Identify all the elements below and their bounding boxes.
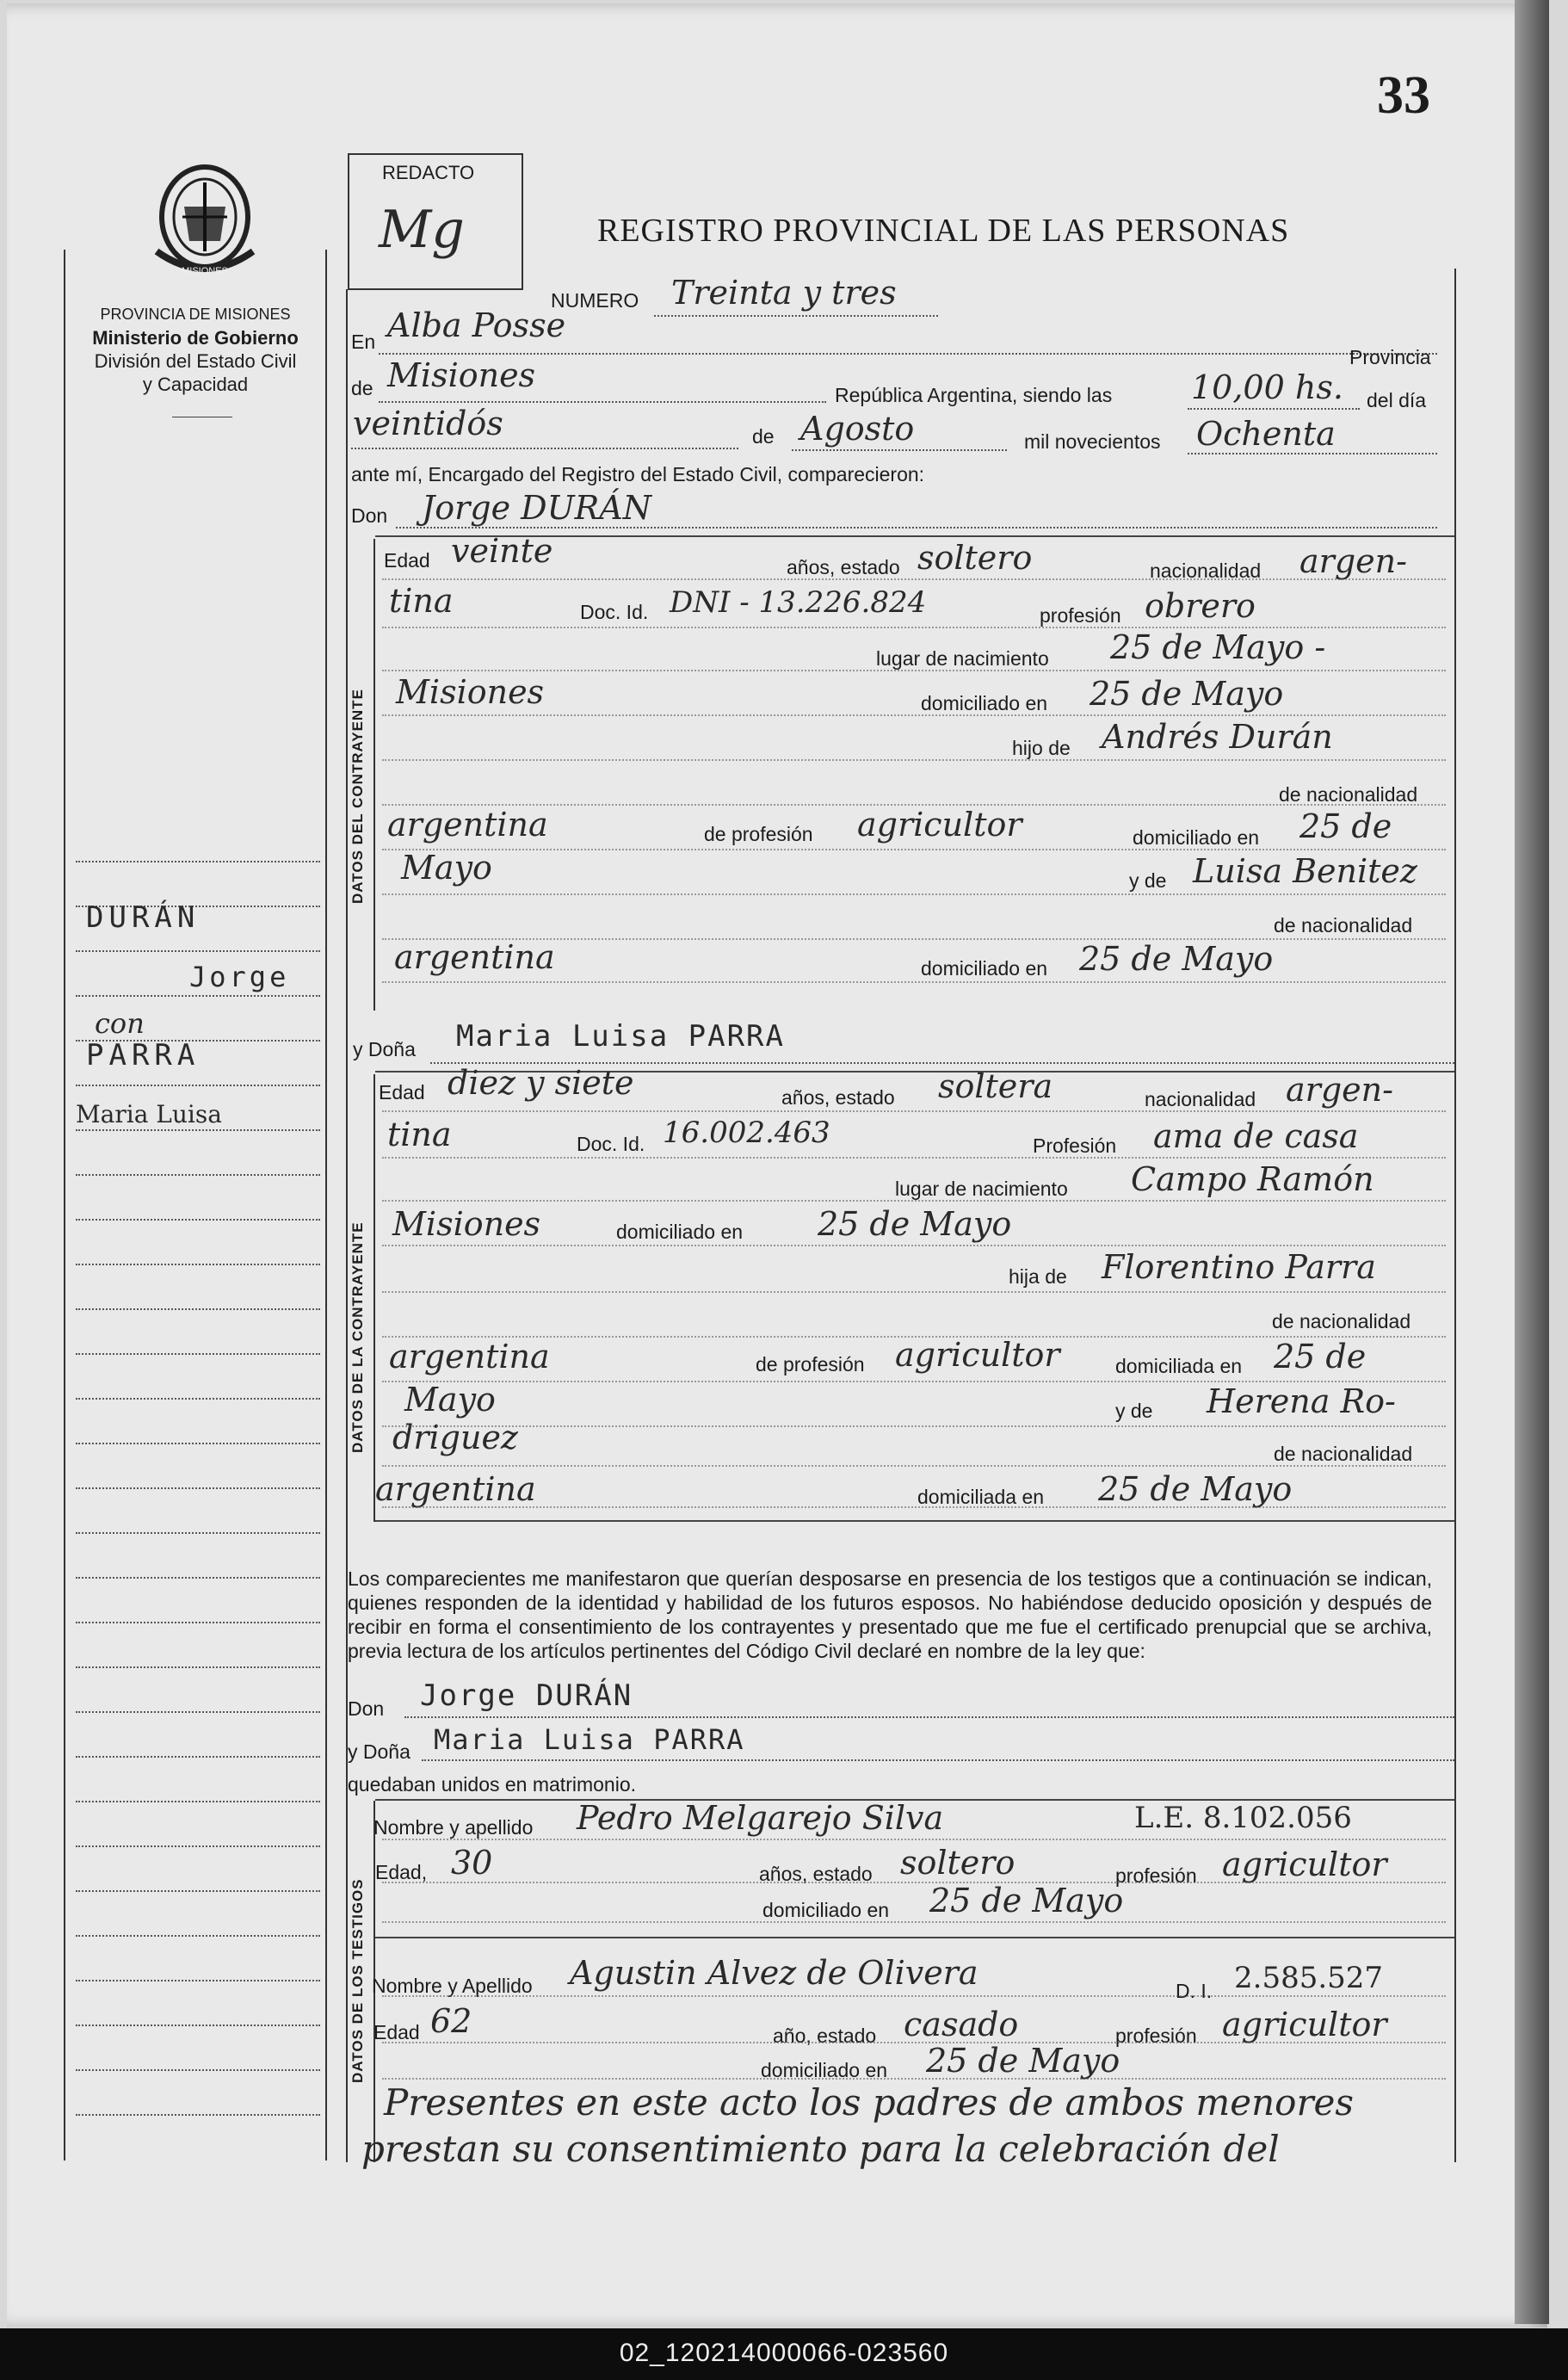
don-dots	[396, 527, 1437, 529]
f-domic-value: 25 de Mayo	[818, 1205, 1012, 1243]
en-value: Alba Posse	[387, 306, 566, 344]
decl-dona-dots	[422, 1759, 1454, 1761]
en-dots	[379, 353, 1437, 355]
sidebar-dotted-line	[76, 1264, 320, 1265]
contrayente-f-left-rule	[373, 1074, 375, 1522]
c-madre-nac: argentina	[394, 938, 555, 976]
numero-value: Treinta y tres	[671, 274, 897, 312]
c-madre-value: Luisa Benitez	[1193, 852, 1417, 890]
f-edad-value: diez y siete	[448, 1064, 634, 1102]
form-right-rule	[1454, 269, 1456, 2162]
don-label: Don	[351, 504, 388, 527]
form-dotted-line	[382, 849, 1446, 850]
c-padre-domic: 25 de	[1299, 807, 1392, 845]
republica-label: República Argentina, siendo las	[835, 384, 1113, 406]
decl-unidos: quedaban unidos en matrimonio.	[348, 1773, 637, 1796]
c-nac-label: nacionalidad	[1150, 559, 1262, 582]
form-dotted-line	[382, 1839, 1446, 1840]
t2-nombre-label: Nombre y Apellido	[372, 1975, 533, 1997]
f-padre-domic-2: Mayo	[404, 1381, 496, 1419]
y-dona-label: y Doña	[353, 1038, 416, 1060]
f-estado-value: soltera	[938, 1067, 1053, 1105]
sidebar-dotted-line	[76, 1756, 320, 1758]
sidebar-dotted-line	[76, 1308, 320, 1310]
t1-nombre-label: Nombre y apellido	[373, 1816, 534, 1839]
f-padre-value: Florentino Parra	[1102, 1248, 1376, 1286]
contrayente-left-rule	[373, 539, 375, 1011]
form-dotted-line	[382, 1157, 1446, 1159]
c-nacionalidad-label-2: de nacionalidad	[1274, 914, 1413, 937]
form-left-rule	[346, 289, 348, 2162]
anio-dots	[1188, 453, 1437, 454]
sidebar-left-rule	[64, 250, 65, 2161]
f-domic-label: domiciliado en	[616, 1221, 744, 1243]
f-padre-prof: agricultor	[895, 1336, 1060, 1374]
f-padre-nac: argentina	[389, 1338, 550, 1375]
sidebar-dotted-line	[76, 1801, 320, 1802]
mil-label: mil novecientos	[1024, 430, 1161, 453]
t2-doc-label: D. I.	[1176, 1980, 1213, 2002]
t2-doc-value: 2.585.527	[1234, 1961, 1384, 1995]
form-dotted-line	[382, 1425, 1446, 1427]
form-dotted-line	[382, 1465, 1446, 1467]
form-dotted-line	[382, 1110, 1446, 1112]
t1-domic-value: 25 de Mayo	[929, 1882, 1124, 1919]
c-padre-nac: argentina	[387, 806, 548, 844]
c-nacionalidad-label: de nacionalidad	[1279, 783, 1418, 806]
contrayente-section-label: DATOS DEL CONTRAYENTE	[349, 689, 366, 904]
c-lugar-value-2: Misiones	[396, 673, 545, 711]
form-dotted-line	[382, 627, 1446, 628]
decl-dona-value: Maria Luisa PARRA	[434, 1723, 745, 1756]
c-y-de-label: y de	[1129, 869, 1167, 892]
t1-estado-value: soltero	[900, 1844, 1015, 1882]
de-label: de	[351, 377, 373, 399]
sidebar-dotted-line	[76, 1845, 320, 1847]
provincial-seal-icon	[148, 157, 262, 284]
form-dotted-line	[382, 2078, 1446, 2080]
page-number: 33	[1377, 66, 1430, 125]
numero-dots	[654, 315, 938, 317]
book-binding	[1515, 0, 1549, 2324]
sidebar-dotted-line	[76, 1353, 320, 1355]
sidebar-dotted-line	[76, 1980, 320, 1981]
stamp-label: REDACTO	[382, 162, 475, 183]
f-lugar-value-2: Misiones	[392, 1205, 541, 1243]
f-padre-domic-label: domiciliada en	[1115, 1355, 1243, 1377]
form-dotted-line	[382, 1995, 1446, 1997]
sidebar-dotted-line	[76, 1443, 320, 1444]
f-edad-label: Edad	[379, 1081, 425, 1103]
side-note-name2: Maria Luisa	[76, 1100, 222, 1128]
t2-prof-value: agricultor	[1222, 2006, 1387, 2043]
form-dotted-line	[382, 714, 1446, 716]
decl-dona-label: y Doña	[348, 1740, 411, 1763]
t2-edad-value: 62	[430, 2002, 472, 2040]
f-doc-label: Doc. Id.	[577, 1133, 645, 1155]
decl-don-label: Don	[348, 1697, 385, 1720]
t2-edad-label: Edad	[373, 2021, 420, 2043]
c-prof-value: obrero	[1145, 587, 1256, 625]
t1-domic-label: domiciliado en	[762, 1899, 890, 1921]
c-de-prof-label: de profesión	[704, 823, 813, 845]
sidebar-dotted-line	[76, 2025, 320, 2026]
f-lugar-value: Campo Ramón	[1131, 1160, 1374, 1198]
f-madre-domic: 25 de Mayo	[1098, 1470, 1293, 1508]
form-dotted-line	[382, 759, 1446, 761]
form-dotted-line	[382, 1882, 1446, 1883]
testigos-note-line-2: prestan su consentimiento para la celebración del	[361, 2128, 1280, 2170]
c-edad-value: veinte	[451, 532, 553, 570]
anio-value: Ochenta	[1196, 415, 1336, 453]
t1-edad-value: 30	[451, 1844, 493, 1882]
t2-estado-value: casado	[904, 2006, 1019, 2043]
en-label: En	[351, 331, 376, 353]
page-title: REGISTRO PROVINCIAL DE LAS PERSONAS	[597, 213, 1290, 249]
form-dotted-line	[382, 670, 1446, 671]
ante-text: ante mí, Encargado del Registro del Estado Civil, comparecieron:	[351, 463, 925, 485]
sidebar-dotted-line	[76, 861, 320, 862]
sidebar-dotted-line	[76, 995, 320, 997]
contrayente-f-bottom-rule	[375, 1520, 1454, 1522]
form-dotted-line	[382, 1336, 1446, 1338]
t1-edad-label: Edad,	[375, 1861, 428, 1883]
t1-prof-value: agricultor	[1222, 1845, 1387, 1883]
f-nacionalidad-label-2: de nacionalidad	[1274, 1443, 1413, 1465]
mes-dots	[792, 449, 1007, 451]
form-dotted-line	[382, 1506, 1446, 1508]
form-dotted-line	[382, 1245, 1446, 1246]
del-dia-label: del día	[1367, 389, 1427, 411]
c-doc-value: DNI - 13.226.824	[670, 585, 927, 620]
f-hija-label: hija de	[1009, 1265, 1067, 1288]
c-domic-value: 25 de Mayo	[1090, 675, 1284, 713]
t1-doc-value: L.E. 8.102.056	[1134, 1801, 1352, 1835]
hora-dots	[1188, 408, 1360, 410]
t1-prof-label: profesión	[1115, 1864, 1197, 1887]
testigos-mid-rule	[375, 1937, 1454, 1938]
sidebar-dotted-line	[76, 1666, 320, 1668]
f-nac-label: nacionalidad	[1145, 1088, 1256, 1110]
de-label-2: de	[752, 425, 775, 448]
form-dotted-line	[382, 1381, 1446, 1382]
t2-nombre-value: Agustin Alvez de Olivera	[570, 1954, 978, 1992]
f-madre-value: Herena Ro-	[1207, 1382, 1396, 1420]
provincia-label: Provincia	[1349, 346, 1431, 368]
sidebar-dotted-line	[76, 1890, 320, 1892]
c-edad-label: Edad	[384, 549, 430, 572]
form-dotted-line	[382, 1200, 1446, 1202]
c-hijo-label: hijo de	[1012, 737, 1071, 759]
numero-label: NUMERO	[551, 289, 639, 312]
c-prof-label: profesión	[1040, 604, 1121, 627]
sidebar-dotted-line	[76, 1174, 320, 1176]
dia-value: veintidós	[353, 405, 503, 442]
f-nac-value: argen-	[1286, 1071, 1393, 1109]
f-madre-nac: argentina	[375, 1470, 536, 1508]
c-madre-domic: 25 de Mayo	[1079, 940, 1274, 978]
form-dotted-line	[382, 578, 1446, 580]
f-y-de-label: y de	[1115, 1400, 1153, 1422]
decl-don-value: Jorge DURÁN	[420, 1678, 633, 1713]
form-dotted-line	[382, 1921, 1446, 1923]
c-nac-value: argen-	[1299, 542, 1407, 580]
f-prof-value: ama de casa	[1153, 1117, 1359, 1155]
stamp-initials: Mg	[379, 200, 465, 260]
t2-domic-label: domiciliado en	[761, 2059, 888, 2081]
f-anios-label: años, estado	[781, 1086, 895, 1109]
c-padre-domic-label: domiciliado en	[1133, 826, 1260, 849]
f-madre-value-2: driguez	[392, 1419, 518, 1456]
hora-value: 10,00 hs.	[1191, 368, 1343, 406]
t2-anios-label: año, estado	[773, 2025, 877, 2047]
decl-don-dots	[404, 1716, 1454, 1718]
svg-text:MISIONES: MISIONES	[182, 266, 228, 276]
f-padre-domic: 25 de	[1274, 1338, 1367, 1375]
form-dotted-line	[382, 938, 1446, 940]
dia-dots	[351, 448, 738, 449]
sidebar-dotted-line	[76, 1577, 320, 1579]
sidebar-dotted-line	[76, 1935, 320, 1937]
dona-value: Maria Luisa PARRA	[456, 1019, 785, 1054]
provincia-dots	[379, 401, 826, 403]
sidebar-dotted-line	[76, 1219, 320, 1221]
sidebar-dotted-line	[76, 1711, 320, 1713]
c-doc-label: Doc. Id.	[580, 601, 649, 623]
c-padre-value: Andrés Durán	[1102, 718, 1333, 756]
f-madre-domic-label: domiciliada en	[917, 1486, 1045, 1508]
side-note-con: con	[95, 1007, 145, 1040]
sidebar-heading: PROVINCIA DE MISIONES Ministerio de Gobierno División del Estado Civil y Capacidad	[92, 306, 299, 395]
sidebar-dotted-line	[76, 1398, 320, 1400]
t1-nombre-value: Pedro Melgarejo Silva	[577, 1799, 944, 1837]
form-dotted-line	[382, 893, 1446, 895]
contrayente-f-section-label: DATOS DE LA CONTRAYENTE	[349, 1221, 366, 1453]
c-lugar-label: lugar de nacimiento	[876, 647, 1049, 670]
side-note-name: Jorge	[189, 961, 290, 993]
c-domic-label: domiciliado en	[921, 692, 1048, 714]
c-madre-domic-label: domiciliado en	[921, 957, 1048, 980]
sidebar-dotted-line	[76, 950, 320, 952]
c-nac-value-2: tina	[389, 582, 454, 620]
form-dotted-line	[382, 2042, 1446, 2043]
sidebar-dotted-line	[76, 2069, 320, 2071]
t1-anios-label: años, estado	[759, 1863, 873, 1885]
f-nacionalidad-label: de nacionalidad	[1272, 1310, 1411, 1332]
c-padre-prof: agricultor	[857, 806, 1022, 844]
sidebar-dotted-line	[76, 1532, 320, 1534]
sidebar-dotted-line	[76, 1085, 320, 1086]
f-nac-value-2: tina	[387, 1116, 452, 1153]
form-dotted-line	[382, 981, 1446, 983]
sidebar-dotted-line	[76, 1622, 320, 1623]
sidebar-dotted-line	[76, 2114, 320, 2116]
f-de-prof-label: de profesión	[756, 1353, 865, 1375]
side-note-surname2: PARRA	[86, 1038, 201, 1073]
sidebar-dotted-line	[76, 1487, 320, 1489]
declaration-text: Los comparecientes me manifestaron que querían desposarse en presencia de los testigos que a continuación se indican, quienes responden de la identidad y habilidad de los futuros esposos. No habiéndose deducido oposición y después de recibir en forma el consentimiento de los contrayentes y presentado que me fue el certificado prenupcial que se archiva, previa lectura de los artículos pertinentes del Código Civil declaré en nombre de la ley que:	[348, 1567, 1432, 1662]
testigos-note-line-1: Presentes en este acto los padres de ambos menores	[384, 2081, 1354, 2123]
sidebar-right-rule	[325, 250, 327, 2161]
t2-prof-label: profesión	[1115, 2025, 1197, 2047]
c-anios-label: años, estado	[787, 556, 900, 578]
t2-domic-value: 25 de Mayo	[926, 2042, 1120, 2080]
form-dotted-line	[382, 1291, 1446, 1293]
don-value: Jorge DURÁN	[422, 489, 651, 527]
f-lugar-label: lugar de nacimiento	[895, 1178, 1068, 1200]
footer-image-id: 02_120214000066-023560	[619, 2339, 949, 2367]
c-estado-value: soltero	[917, 539, 1033, 577]
mes-value: Agosto	[800, 410, 915, 448]
f-prof-label: Profesión	[1033, 1134, 1117, 1157]
testigos-section-label: DATOS DE LOS TESTIGOS	[349, 1878, 366, 2083]
form-dotted-line	[382, 804, 1446, 806]
c-lugar-value: 25 de Mayo -	[1110, 628, 1326, 666]
c-padre-domic-2: Mayo	[401, 849, 492, 887]
side-note-surname: DURÁN	[86, 900, 201, 935]
f-doc-value: 16.002.463	[663, 1116, 830, 1150]
sidebar-dotted-line	[76, 1129, 320, 1131]
provincia-value: Misiones	[387, 356, 536, 394]
